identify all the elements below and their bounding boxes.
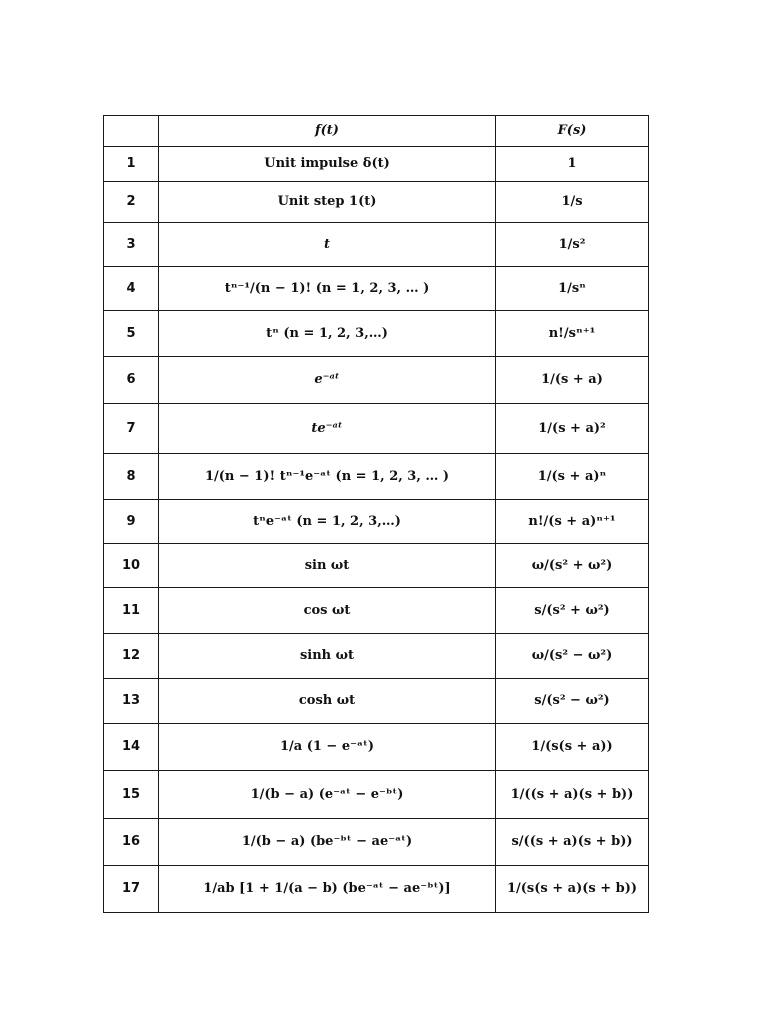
fs-cell: 1/sⁿ: [496, 267, 649, 311]
table-row: [104, 500, 649, 544]
fs-cell: 1/(s + a)²: [496, 404, 649, 454]
ft-cell: 1/(n − 1)! tⁿ⁻¹e⁻ᵃᵗ (n = 1, 2, 3, … ): [159, 454, 496, 500]
ft-cell: 1/a (1 − e⁻ᵃᵗ): [159, 724, 496, 771]
table-row: [104, 819, 649, 866]
table-row: [104, 357, 649, 404]
fs-cell: 1/(s(s + a)(s + b)): [496, 866, 649, 913]
table-row: [104, 223, 649, 267]
fs-cell: 1/((s + a)(s + b)): [496, 771, 649, 819]
fs-cell: ω/(s² + ω²): [496, 544, 649, 588]
ft-cell: Unit impulse δ(t): [159, 147, 496, 182]
ft-cell: sinh ωt: [159, 634, 496, 679]
row-number: 3: [104, 223, 159, 267]
header-fs: F(s): [496, 116, 649, 147]
fs-cell: 1/s: [496, 182, 649, 223]
row-number: 10: [104, 544, 159, 588]
row-number: 8: [104, 454, 159, 500]
row-number: 1: [104, 147, 159, 182]
row-number: 5: [104, 311, 159, 357]
fs-cell: 1/(s + a)ⁿ: [496, 454, 649, 500]
table-row: [104, 311, 649, 357]
ft-cell: tⁿ (n = 1, 2, 3,…): [159, 311, 496, 357]
row-number: 17: [104, 866, 159, 913]
table-row: [104, 724, 649, 771]
table-row: [104, 544, 649, 588]
header-row: [104, 116, 649, 147]
fs-cell: 1/(s(s + a)): [496, 724, 649, 771]
ft-cell: t: [159, 223, 496, 267]
row-number: 2: [104, 182, 159, 223]
row-number: 11: [104, 588, 159, 634]
ft-cell: cosh ωt: [159, 679, 496, 724]
header-ft: f(t): [159, 116, 496, 147]
table-row: [104, 679, 649, 724]
ft-cell: te⁻ᵃᵗ: [159, 404, 496, 454]
ft-cell: Unit step 1(t): [159, 182, 496, 223]
table-row: [104, 182, 649, 223]
row-number: 9: [104, 500, 159, 544]
fs-cell: ω/(s² − ω²): [496, 634, 649, 679]
table-row: [104, 866, 649, 913]
fs-cell: 1: [496, 147, 649, 182]
ft-cell: e⁻ᵃᵗ: [159, 357, 496, 404]
header-index: [104, 116, 159, 147]
laplace-transform-table: [103, 115, 649, 913]
fs-cell: s/(s² + ω²): [496, 588, 649, 634]
fs-cell: s/(s² − ω²): [496, 679, 649, 724]
fs-cell: 1/s²: [496, 223, 649, 267]
table-row: [104, 147, 649, 182]
table-row: [104, 634, 649, 679]
row-number: 12: [104, 634, 159, 679]
row-number: 15: [104, 771, 159, 819]
fs-cell: n!/(s + a)ⁿ⁺¹: [496, 500, 649, 544]
ft-cell: 1/(b − a) (e⁻ᵃᵗ − e⁻ᵇᵗ): [159, 771, 496, 819]
table-row: [104, 771, 649, 819]
row-number: 13: [104, 679, 159, 724]
table-row: [104, 267, 649, 311]
ft-cell: 1/ab [1 + 1/(a − b) (be⁻ᵃᵗ − ae⁻ᵇᵗ)]: [159, 866, 496, 913]
ft-cell: sin ωt: [159, 544, 496, 588]
table-row: [104, 404, 649, 454]
ft-cell: 1/(b − a) (be⁻ᵇᵗ − ae⁻ᵃᵗ): [159, 819, 496, 866]
ft-cell: tⁿ⁻¹/(n − 1)! (n = 1, 2, 3, … ): [159, 267, 496, 311]
ft-cell: cos ωt: [159, 588, 496, 634]
row-number: 6: [104, 357, 159, 404]
table-row: [104, 588, 649, 634]
table-row: [104, 454, 649, 500]
fs-cell: n!/sⁿ⁺¹: [496, 311, 649, 357]
ft-cell: tⁿe⁻ᵃᵗ (n = 1, 2, 3,…): [159, 500, 496, 544]
row-number: 7: [104, 404, 159, 454]
row-number: 4: [104, 267, 159, 311]
row-number: 14: [104, 724, 159, 771]
row-number: 16: [104, 819, 159, 866]
fs-cell: 1/(s + a): [496, 357, 649, 404]
fs-cell: s/((s + a)(s + b)): [496, 819, 649, 866]
